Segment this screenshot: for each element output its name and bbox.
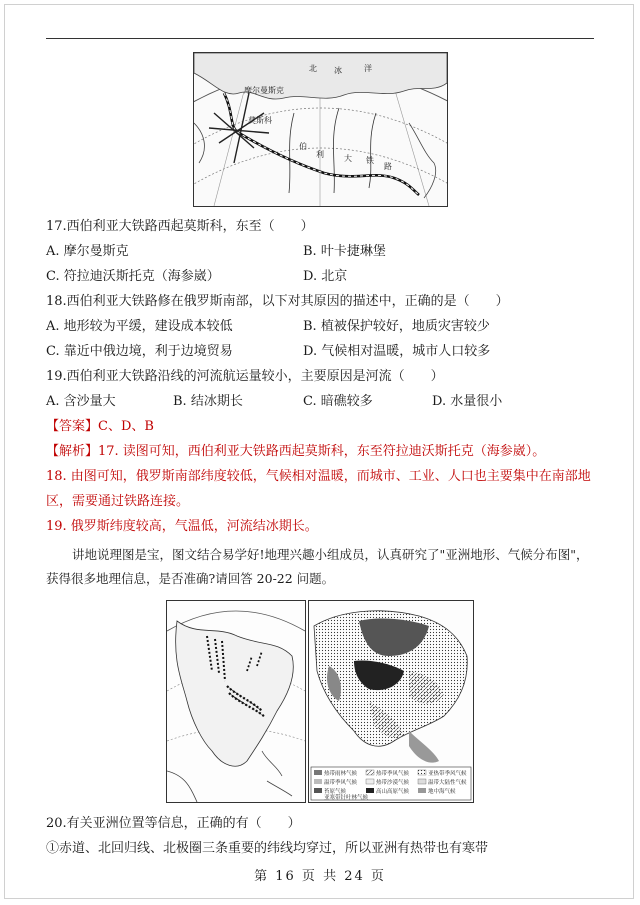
legend-item-6: 苔原气候: [324, 789, 347, 795]
legend-item-1: 热带季风气候: [376, 771, 410, 777]
q19-option-b[interactable]: B. 结冰期长: [173, 394, 243, 409]
intro-line2: 获得很多地理信息，是否准确?请回答 20-22 问题。: [46, 571, 335, 586]
analysis-18-line2: 区，需要通过铁路连接。: [46, 494, 190, 509]
page-footer: 第 16 页 共 24 页: [254, 869, 386, 884]
map1-label-bing: 冰: [334, 66, 342, 75]
legend-item-5: 温带大陆性气候: [428, 780, 467, 786]
legend-item-8: 地中海气候: [428, 789, 456, 795]
legend-item-0: 热带雨林气候: [324, 771, 358, 777]
analysis-17: 【解析】17. 读图可知，西伯利亚大铁路西起莫斯科，东至符拉迪沃斯托克（海参崴）。: [46, 444, 546, 459]
map1-label-bei: 北: [309, 64, 317, 73]
map1-label-da: 大: [344, 154, 352, 163]
q18-stem: 18.西伯利亚大铁路修在俄罗斯南部，以下对其原因的描述中，正确的是（ ）: [46, 294, 509, 309]
answer-line: 【答案】C、D、B: [46, 419, 154, 434]
q20-item-1: ①赤道、北回归线、北极圈三条重要的纬线均穿过，所以亚洲有热带也有寒带: [46, 841, 489, 856]
header-rule: [46, 38, 594, 39]
q17-option-b[interactable]: B. 叶卡捷琳堡: [303, 244, 386, 259]
q17-option-a[interactable]: A. 摩尔曼斯克: [46, 244, 129, 259]
analysis-19: 19. 俄罗斯纬度较高，气温低，河流结冰期长。: [46, 519, 318, 534]
legend-item-2: 亚热带季风气候: [428, 771, 467, 777]
q19-option-c[interactable]: C. 暗礁较多: [303, 394, 373, 409]
q19-stem: 19.西伯利亚大铁路沿线的河流航运量较小，主要原因是河流（ ）: [46, 369, 444, 384]
intro-line1: 讲地说理图是宝，图文结合易学好!地理兴趣小组成员，认真研究了"亚洲地形、气候分布图"，: [72, 547, 589, 562]
map1-label-lu: 路: [384, 162, 392, 171]
map1-label-murmansk: 摩尔曼斯克: [244, 86, 284, 95]
legend-item-9: 亚寒带针叶林气候: [324, 795, 369, 801]
map1-label-moscow: 莫斯科: [248, 116, 272, 125]
q18-option-d[interactable]: D. 气候相对温暖，城市人口较多: [303, 344, 491, 359]
q17-option-c[interactable]: C. 符拉迪沃斯托克（海参崴）: [46, 269, 220, 284]
legend-item-7: 高山高原气候: [376, 789, 410, 795]
asia-terrain-map: [166, 600, 306, 803]
trans-siberian-map: [193, 52, 448, 207]
asia-climate-map: [308, 600, 474, 803]
legend-item-3: 温带季风气候: [324, 780, 358, 786]
analysis-18-line1: 18. 由图可知，俄罗斯南部纬度较低，气候相对温暖，而城市、工业、人口也主要集中在南部地: [46, 469, 591, 484]
q18-option-b[interactable]: B. 植被保护较好，地质灾害较少: [303, 319, 490, 334]
legend-item-4: 热带沙漠气候: [376, 780, 410, 786]
q17-stem: 17.西伯利亚大铁路西起莫斯科，东至（ ）: [46, 219, 314, 234]
q19-option-d[interactable]: D. 水量很小: [432, 394, 503, 409]
map1-label-yang: 洋: [364, 64, 372, 73]
q18-option-c[interactable]: C. 靠近中俄边境，利于边境贸易: [46, 344, 233, 359]
q17-option-d[interactable]: D. 北京: [303, 269, 348, 284]
map1-label-tie: 铁: [366, 156, 374, 165]
q19-option-a[interactable]: A. 含沙量大: [46, 394, 116, 409]
map1-label-li: 利: [316, 150, 324, 159]
map1-label-bo: 伯: [299, 142, 307, 151]
q18-option-a[interactable]: A. 地形较为平缓，建设成本较低: [46, 319, 233, 334]
q20-stem: 20.有关亚洲位置等信息，正确的有（ ）: [46, 816, 301, 831]
